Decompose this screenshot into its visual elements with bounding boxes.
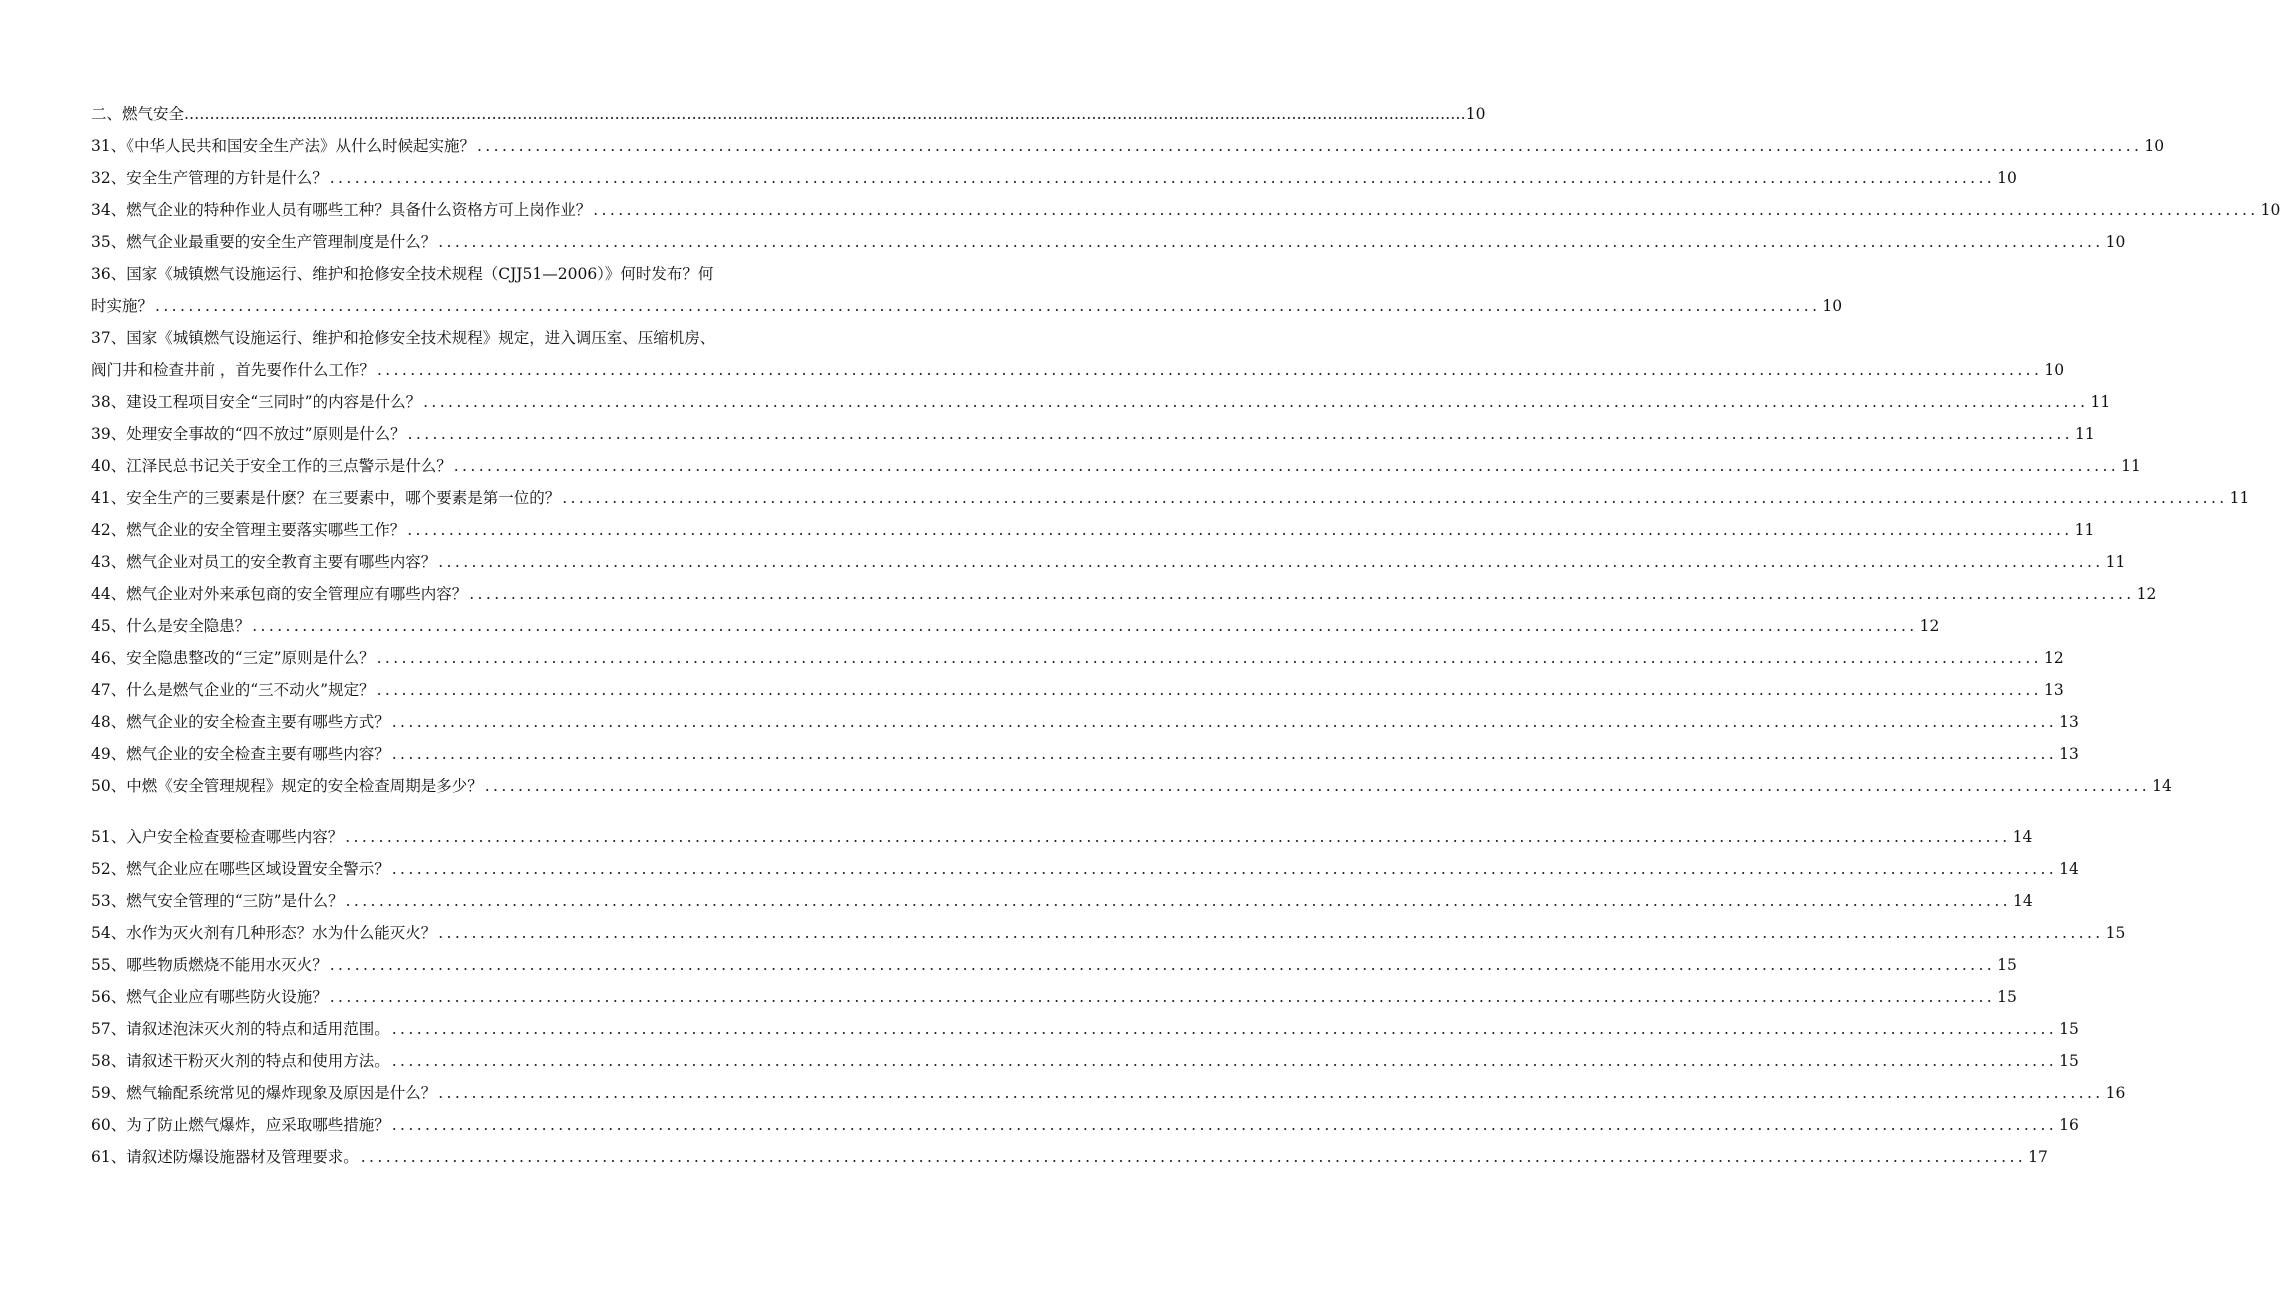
toc-page-number: 12: [2136, 585, 2157, 603]
toc-leader: ........................................................................................................................................................................................................: [329, 956, 1996, 974]
toc-row: [91, 853, 2079, 885]
toc-entry-title: 48、燃气企业的安全检查主要有哪些方式？: [91, 713, 390, 731]
toc-entry-title: 44、燃气企业对外来承包商的安全管理应有哪些内容？: [91, 585, 468, 603]
toc-page-number: 10: [2260, 201, 2280, 219]
toc-page-number: 16: [2105, 1084, 2126, 1102]
toc-entry: [91, 642, 2064, 674]
toc-entry: [91, 949, 2017, 981]
toc-page-number: 11: [2121, 457, 2141, 475]
toc-page-number: 14: [2012, 828, 2033, 846]
toc-entry-first-line: 37、国家《城镇燃气设施运行、维护和抢修安全技术规程》规定，进入调压室、压缩机房、: [91, 329, 716, 347]
toc-entry-title: 41、安全生产的三要素是什麽？在三要素中，哪个要素是第一位的？: [91, 489, 561, 507]
toc-entry-title: 42、燃气企业的安全管理主要落实哪些工作？: [91, 521, 406, 539]
toc-list-part-2: [91, 821, 2126, 1173]
toc-row: [91, 98, 1486, 130]
toc-entry-title: 31、《中华人民共和国安全生产法》从什么时候起实施？: [91, 137, 475, 155]
toc-leader: ........................................................................................................................................................................................................: [593, 201, 2259, 219]
toc-leader: ........................................................................................................................................................................................................: [329, 169, 1996, 187]
toc-row: [91, 418, 2095, 450]
toc-entry: [91, 821, 2033, 853]
toc-leader: ........................................................................................................................................................................................................: [423, 393, 2089, 411]
toc-leader: ........................................................................................................................................................................................................: [562, 489, 2228, 507]
toc-row: [91, 642, 2064, 674]
toc-entry: [91, 546, 2126, 578]
toc-entry: [91, 194, 2280, 226]
toc-entry: [91, 610, 1940, 642]
toc-entry-title: 55、哪些物质燃烧不能用水灭火？: [91, 956, 328, 974]
toc-leader: ........................................................................................................................................................................................................: [469, 585, 2135, 603]
toc-page-number: 15: [2105, 924, 2126, 942]
toc-page-number: 14: [2059, 860, 2079, 878]
toc-page-number: 11: [2074, 425, 2095, 443]
toc-leader: ........................................................................................................................................................................................................: [438, 553, 2104, 571]
toc-leader: ........................................................................................................................................................................................................: [391, 1052, 2058, 1070]
toc-entry: [91, 674, 2064, 706]
toc-page-number: 15: [2059, 1052, 2079, 1070]
toc-page-number: 14: [2152, 777, 2172, 795]
toc-page-number: 15: [1997, 988, 2017, 1006]
toc-entry-title: 56、燃气企业应有哪些防火设施？: [91, 988, 328, 1006]
toc-leader: ........................................................................................................................................................................................................: [345, 892, 2011, 910]
toc-page-number: 14: [2012, 892, 2033, 910]
toc-entry-title: 时实施？: [91, 297, 154, 315]
toc-row: [91, 674, 2064, 706]
toc-entry-title: 45、什么是安全隐患？: [91, 617, 251, 635]
toc-row: [91, 1045, 2079, 1077]
toc-row: [91, 162, 2017, 194]
toc-entry-title: 58、请叙述干粉灭火剂的特点和使用方法。: [91, 1052, 390, 1070]
toc-entry-title: 50、中燃《安全管理规程》规定的安全检查周期是多少？: [91, 777, 483, 795]
toc-leader: ........................................................................................................................................................................................................: [376, 681, 2042, 699]
toc-row: [91, 1141, 2048, 1173]
toc-entry: [91, 917, 2126, 949]
toc-row: [91, 578, 2157, 610]
toc-row: [91, 738, 2079, 770]
toc-leader: ........................................................................................................................................................................................................: [476, 137, 2143, 155]
toc-page-number: 15: [2059, 1020, 2079, 1038]
toc-entry-title: 54、水作为灭火剂有几种形态？水为什么能灭火？: [91, 924, 437, 942]
toc-page-number: 10: [2144, 137, 2165, 155]
toc-row: [91, 290, 1843, 322]
toc-entry: [91, 578, 2157, 610]
toc-entry: [91, 1013, 2079, 1045]
toc-row: [91, 354, 2065, 386]
toc-entry: [91, 226, 2126, 258]
toc-row: [91, 226, 2126, 258]
toc-entry: [91, 322, 2065, 386]
toc-leader: ........................................................................................................................................................................................................: [438, 924, 2104, 942]
toc-entry: [91, 162, 2017, 194]
toc-entry-title: 40、江泽民总书记关于安全工作的三点警示是什么？: [91, 457, 452, 475]
toc-entry-title: 32、安全生产管理的方针是什么？: [91, 169, 328, 187]
toc-entry: [91, 450, 2141, 482]
toc-entry-title: 阀门井和检查井前 ，首先要作什么工作？: [91, 361, 375, 379]
toc-entry-title: 60、为了防止燃气爆炸，应采取哪些措施？: [91, 1116, 390, 1134]
toc-entry: [91, 418, 2095, 450]
toc-entry: [91, 706, 2079, 738]
toc-page-number: 11: [2105, 553, 2126, 571]
toc-page-number: 12: [1919, 617, 1940, 635]
toc-row: [91, 514, 2095, 546]
toc-row: [91, 917, 2126, 949]
toc-page-number: 11: [2229, 489, 2250, 507]
toc-entry: [91, 386, 2111, 418]
toc-entry-title: 53、燃气安全管理的“三防”是什么？: [91, 892, 344, 910]
toc-page-number: 13: [2059, 745, 2079, 763]
toc-entry-title: 49、燃气企业的安全检查主要有哪些内容？: [91, 745, 390, 763]
toc-entry-title: 34、燃气企业的特种作业人员有哪些工种？具备什么资格方可上岗作业？: [91, 201, 592, 219]
toc-entry-title: 51、入户安全检查要检查哪些内容？: [91, 828, 344, 846]
toc-row: [91, 450, 2141, 482]
toc-leader: ........................................................................................................................................................................................................: [438, 233, 2104, 251]
toc-leader: ........................................................................................................................................................................................................: [329, 988, 1996, 1006]
toc-row: [91, 981, 2017, 1013]
toc-leader: ..........................................................................................................................................................................................................................................................: [184, 105, 1466, 123]
toc-row: [91, 821, 2033, 853]
toc-page-number: 15: [1997, 956, 2017, 974]
toc-entry-title: 61、请叙述防爆设施器材及管理要求。: [91, 1148, 359, 1166]
toc-leader: ........................................................................................................................................................................................................: [376, 649, 2042, 667]
toc-page-number: 16: [2059, 1116, 2079, 1134]
toc-entry: [91, 770, 2172, 802]
toc-row: [91, 1013, 2079, 1045]
toc-gap: [91, 802, 859, 821]
toc-row: [91, 194, 2280, 226]
toc-entry-title: 46、安全隐患整改的“三定”原则是什么？: [91, 649, 375, 667]
toc-row: [91, 706, 2079, 738]
toc-leader: ........................................................................................................................................................................................................: [391, 860, 2058, 878]
toc-entry-title: 47、什么是燃气企业的“三不动火”规定？: [91, 681, 375, 699]
toc-entry-title: 57、请叙述泡沫灭火剂的特点和适用范围。: [91, 1020, 390, 1038]
toc-list-part-1: [91, 130, 2280, 802]
table-of-contents: [91, 98, 2280, 1173]
toc-entry-title: 39、处理安全事故的“四不放过”原则是什么？: [91, 425, 406, 443]
toc-entry-title: 38、建设工程项目安全“三同时”的内容是什么？: [91, 393, 422, 411]
toc-entry: [91, 1045, 2079, 1077]
toc-page-number: 11: [2090, 393, 2111, 411]
toc-leader: ........................................................................................................................................................................................................: [407, 425, 2073, 443]
toc-entry: [91, 482, 2250, 514]
toc-leader: ........................................................................................................................................................................................................: [391, 1020, 2058, 1038]
toc-page-number: 12: [2043, 649, 2064, 667]
toc-page-number: 10: [2105, 233, 2126, 251]
toc-page-number: 10: [2044, 361, 2065, 379]
toc-leader: ........................................................................................................................................................................................................: [155, 297, 1821, 315]
toc-page-number: 10: [1465, 105, 1486, 123]
toc-entry: [91, 1077, 2126, 1109]
toc-leader: ........................................................................................................................................................................................................: [345, 828, 2011, 846]
toc-entry: [91, 738, 2079, 770]
toc-row: [91, 949, 2017, 981]
toc-page-number: 11: [2074, 521, 2095, 539]
toc-page-number: 17: [2028, 1148, 2048, 1166]
toc-leader: ........................................................................................................................................................................................................: [391, 1116, 2058, 1134]
toc-entry: [91, 514, 2095, 546]
toc-section: [91, 98, 1486, 130]
toc-row: [91, 885, 2033, 917]
toc-page-number: 10: [1997, 169, 2017, 187]
toc-leader: ........................................................................................................................................................................................................: [453, 457, 2120, 475]
toc-entry: [91, 853, 2079, 885]
toc-row: [91, 482, 2250, 514]
toc-entry-title: 35、燃气企业最重要的安全生产管理制度是什么？: [91, 233, 437, 251]
toc-page-number: 13: [2059, 713, 2079, 731]
toc-leader: ........................................................................................................................................................................................................: [438, 1084, 2104, 1102]
toc-leader: ........................................................................................................................................................................................................: [391, 713, 2058, 731]
toc-entry-title: 43、燃气企业对员工的安全教育主要有哪些内容？: [91, 553, 437, 571]
toc-entry: [91, 885, 2033, 917]
toc-leader: ........................................................................................................................................................................................................: [360, 1148, 2027, 1166]
toc-entry-title: 52、燃气企业应在哪些区域设置安全警示？: [91, 860, 390, 878]
toc-leader: ........................................................................................................................................................................................................: [407, 521, 2073, 539]
toc-entry: [91, 258, 1843, 322]
toc-leader: ........................................................................................................................................................................................................: [484, 777, 2151, 795]
toc-row: [91, 610, 1940, 642]
toc-entry: [91, 1141, 2048, 1173]
toc-entry-first-line: 36、国家《城镇燃气设施运行、维护和抢修安全技术规程（CJJ51—2006）》何时发布？何: [91, 265, 714, 283]
toc-entry: [91, 981, 2017, 1013]
toc-row: [91, 130, 2165, 162]
toc-row: [91, 1077, 2126, 1109]
toc-row: [91, 1109, 2079, 1141]
toc-entry-title: 59、燃气输配系统常见的爆炸现象及原因是什么？: [91, 1084, 437, 1102]
toc-page-number: 13: [2043, 681, 2064, 699]
toc-row: [91, 386, 2111, 418]
toc-entry: [91, 1109, 2079, 1141]
toc-leader: ........................................................................................................................................................................................................: [252, 617, 1918, 635]
toc-entry: [91, 130, 2165, 162]
toc-row: [91, 770, 2172, 802]
toc-page-number: 10: [1822, 297, 1843, 315]
toc-leader: ........................................................................................................................................................................................................: [376, 361, 2043, 379]
toc-leader: ........................................................................................................................................................................................................: [391, 745, 2058, 763]
toc-row: [91, 546, 2126, 578]
toc-section-title: 二、燃气安全: [91, 105, 185, 123]
